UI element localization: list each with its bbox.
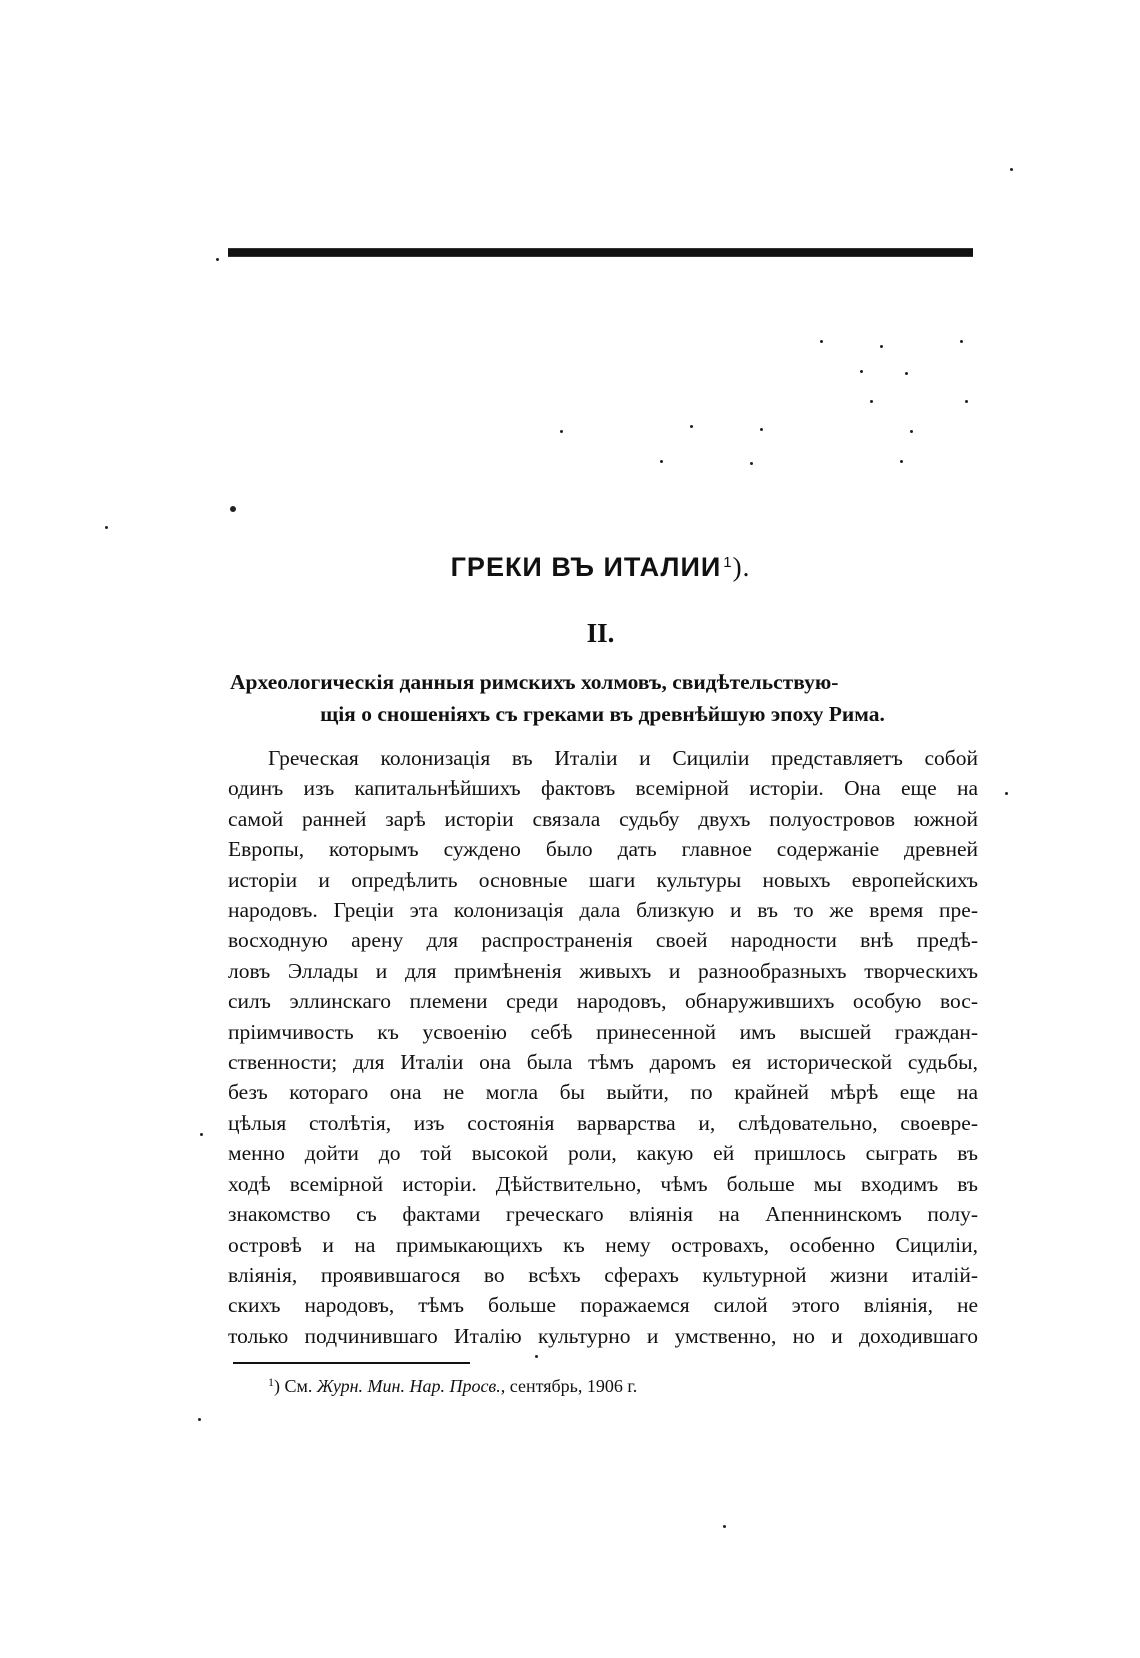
body-paragraph (228, 743, 978, 1351)
body-line: знакомство съ фактами греческаго вліянія на Апеннинскомъ полу- (228, 1202, 978, 1227)
body-line: народовъ. Греціи эта колонизація дала близкую и въ то же время пре- (228, 898, 978, 923)
scan-speck (723, 1525, 726, 1528)
footnote-source: Журн. Мин. Нар. Просв. (316, 1376, 501, 1396)
scan-speck (535, 1355, 538, 1358)
scan-speck (960, 340, 963, 343)
scan-speck (1005, 792, 1008, 795)
scan-speck (880, 345, 883, 348)
body-line: цѣлыя столѣтія, изъ состоянія варварства и, слѣдовательно, своевре- (228, 1110, 978, 1135)
section-number: II. (586, 618, 615, 648)
scan-speck (820, 340, 823, 343)
scan-speck (105, 526, 108, 529)
scan-speck (760, 428, 763, 431)
section-subtitle (230, 666, 975, 730)
body-line: одинъ изъ капитальнѣйшихъ фактовъ всемірной исторіи. Она еще на (228, 776, 978, 801)
body-line: силъ эллинскаго племени среди народовъ, обнаружившихъ особую вос- (228, 989, 978, 1014)
scan-speck (200, 1133, 203, 1136)
scan-speck (1010, 168, 1013, 171)
header-rule (228, 248, 973, 257)
scan-speck (660, 460, 663, 463)
body-line: только подчинившаго Италію культурно и умственно, но и доходившаго (228, 1323, 978, 1348)
body-line: скихъ народовъ, тѣмъ больше поражаемся силой этого вліянія, не (228, 1293, 978, 1318)
scan-speck (230, 506, 236, 512)
footnote-suffix: , сентябрь, 1906 г. (500, 1376, 638, 1396)
scan-speck (860, 370, 863, 373)
scan-speck (905, 372, 908, 375)
body-line: ходѣ всемірной исторіи. Дѣйствительно, чѣмъ больше мы входимъ въ (228, 1171, 978, 1196)
body-line: пріимчивость къ усвоенію себѣ принесенной имъ высшей граждан- (228, 1019, 978, 1044)
scan-speck (910, 430, 913, 433)
body-line: безъ котораго она не могла бы выйти, по крайней мѣрѣ еще на (228, 1080, 978, 1105)
scan-speck (900, 460, 903, 463)
article-title-text: ГРЕКИ ВЪ ИТАЛИИ (450, 552, 722, 582)
title-close: ). (732, 552, 751, 582)
footnote-prefix: ) См. (274, 1376, 313, 1396)
body-line: островѣ и на примыкающихъ къ нему островахъ, особенно Сициліи, (228, 1232, 978, 1257)
article-title (228, 552, 973, 583)
scan-speck (560, 430, 563, 433)
scan-speck (870, 400, 873, 403)
body-line: самой ранней зарѣ исторіи связала судьбу двухъ полуостровов южной (228, 806, 978, 831)
body-line: исторіи и опредѣлить основные шаги культуры новыхъ европейскихъ (228, 867, 978, 892)
scan-speck (198, 1418, 201, 1421)
scan-speck (690, 425, 693, 428)
title-footnote-mark: 1 (723, 554, 733, 571)
body-line: Греческая колонизація въ Италіи и Сициліи представляетъ собой (268, 746, 978, 770)
scan-speck (216, 258, 219, 261)
body-line: восходную арену для распространенія своей народности внѣ предѣ- (228, 928, 978, 953)
body-line: вліянія, проявившагося во всѣхъ сферахъ культурной жизни италій- (228, 1262, 978, 1287)
subtitle-line: щія о сношеніяхъ съ греками въ древнѣйшую эпоху Рима. (320, 702, 885, 726)
scan-speck (750, 462, 753, 465)
subtitle-line: Археологическія данныя римскихъ холмовъ, свидѣтельствую- (230, 670, 839, 694)
body-line: ловъ Эллады и для примѣненія живыхъ и разнообразныхъ творческихъ (228, 958, 978, 983)
body-line: Европы, которымъ суждено было дать главное содержаніе древней (228, 837, 978, 862)
body-line: менно дойти до той высокой роли, какую ей пришлось сыграть въ (228, 1141, 978, 1166)
footnote (268, 1375, 637, 1397)
footnote-mark: 1 (268, 1375, 274, 1389)
body-line: ственности; для Италіи она была тѣмъ даромъ ея исторической судьбы, (228, 1050, 978, 1075)
scan-speck (965, 400, 968, 403)
footnote-rule (233, 1362, 470, 1364)
